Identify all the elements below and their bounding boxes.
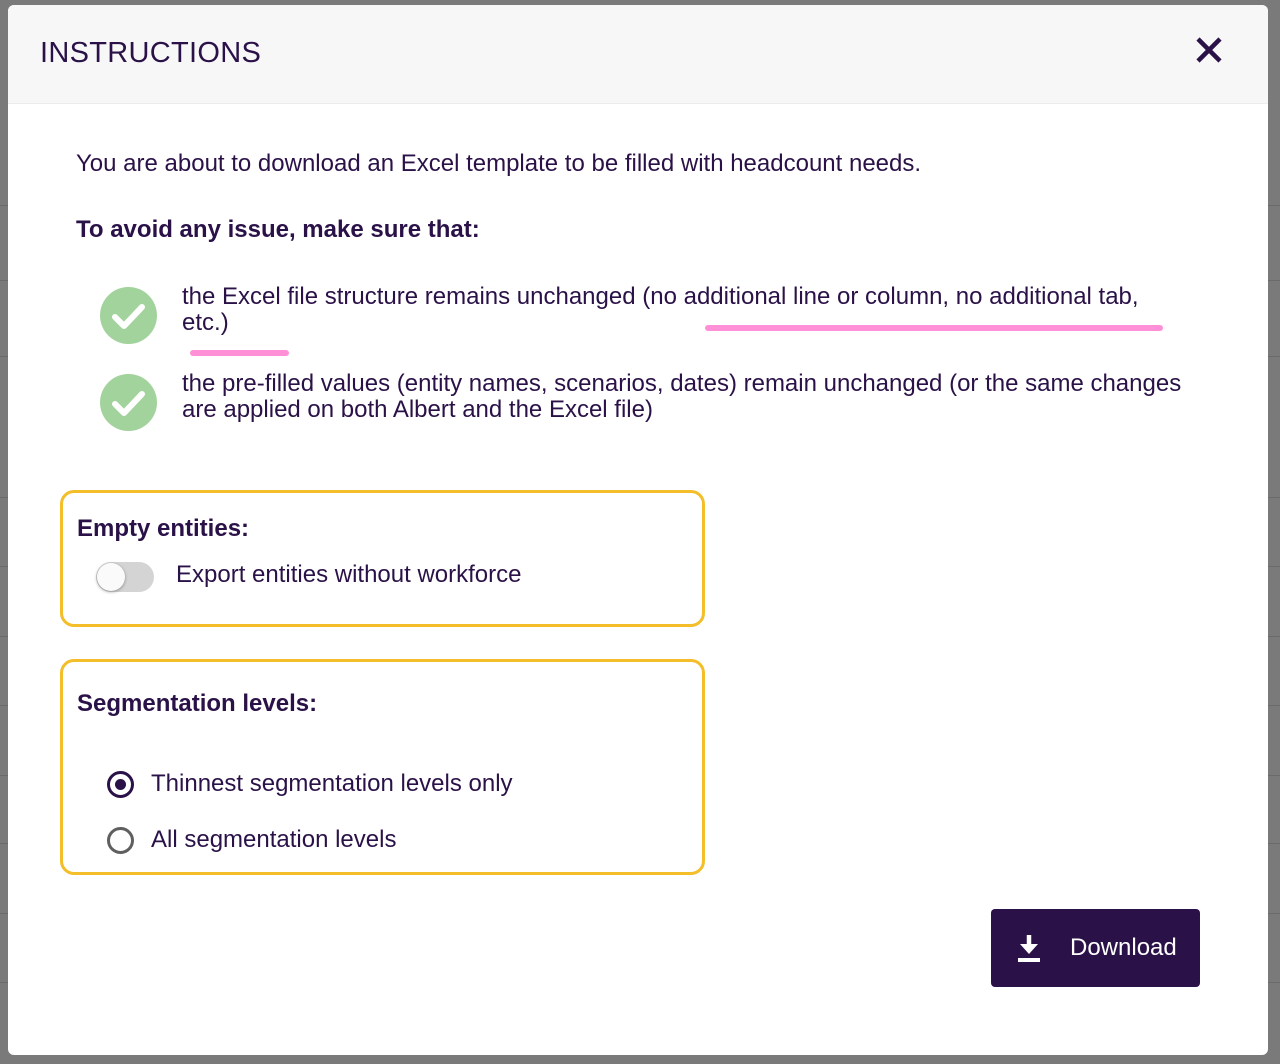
download-icon: [1015, 933, 1043, 963]
warning-heading: To avoid any issue, make sure that:: [76, 216, 480, 243]
check-text-values: the pre-filled values (entity names, scenarios, dates) remain unchanged (or the same changes are applied on both Albert and the Excel file): [182, 370, 1182, 423]
highlight-underline: [190, 350, 289, 356]
radio-dot: [115, 779, 126, 790]
check-text-part: ): [220, 309, 229, 336]
check-text-part: the Excel file structure remains unchanged (: [182, 283, 651, 310]
radio-all-levels[interactable]: [107, 826, 447, 860]
radio-label: Thinnest segmentation levels only: [151, 770, 513, 797]
modal-title: INSTRUCTIONS: [40, 37, 262, 69]
empty-entities-box: [60, 490, 705, 627]
check-circle-icon: [100, 287, 157, 344]
toggle-knob: [97, 563, 125, 591]
radio-button-selected[interactable]: [107, 771, 134, 798]
highlighted-text: no additional line or column, no additional tab, etc.: [182, 283, 1139, 336]
segmentation-title: Segmentation levels:: [77, 690, 318, 717]
download-label: Download: [1070, 934, 1177, 961]
radio-button[interactable]: [107, 827, 134, 854]
download-button[interactable]: [991, 909, 1200, 987]
modal-header: [8, 5, 1268, 104]
empty-entities-title: Empty entities:: [77, 515, 250, 542]
export-empty-entities-toggle[interactable]: [96, 562, 154, 592]
check-circle-icon: [100, 374, 157, 431]
highlight-underline: [705, 325, 1163, 331]
radio-thinnest-levels[interactable]: [107, 770, 567, 804]
segmentation-box: [60, 659, 705, 875]
intro-text: You are about to download an Excel template to be filled with headcount needs.: [76, 150, 922, 177]
close-icon: [1192, 33, 1226, 67]
close-button[interactable]: [1192, 33, 1226, 67]
toggle-label: Export entities without workforce: [176, 561, 522, 588]
instructions-modal: [8, 5, 1268, 1055]
radio-label: All segmentation levels: [151, 826, 397, 853]
